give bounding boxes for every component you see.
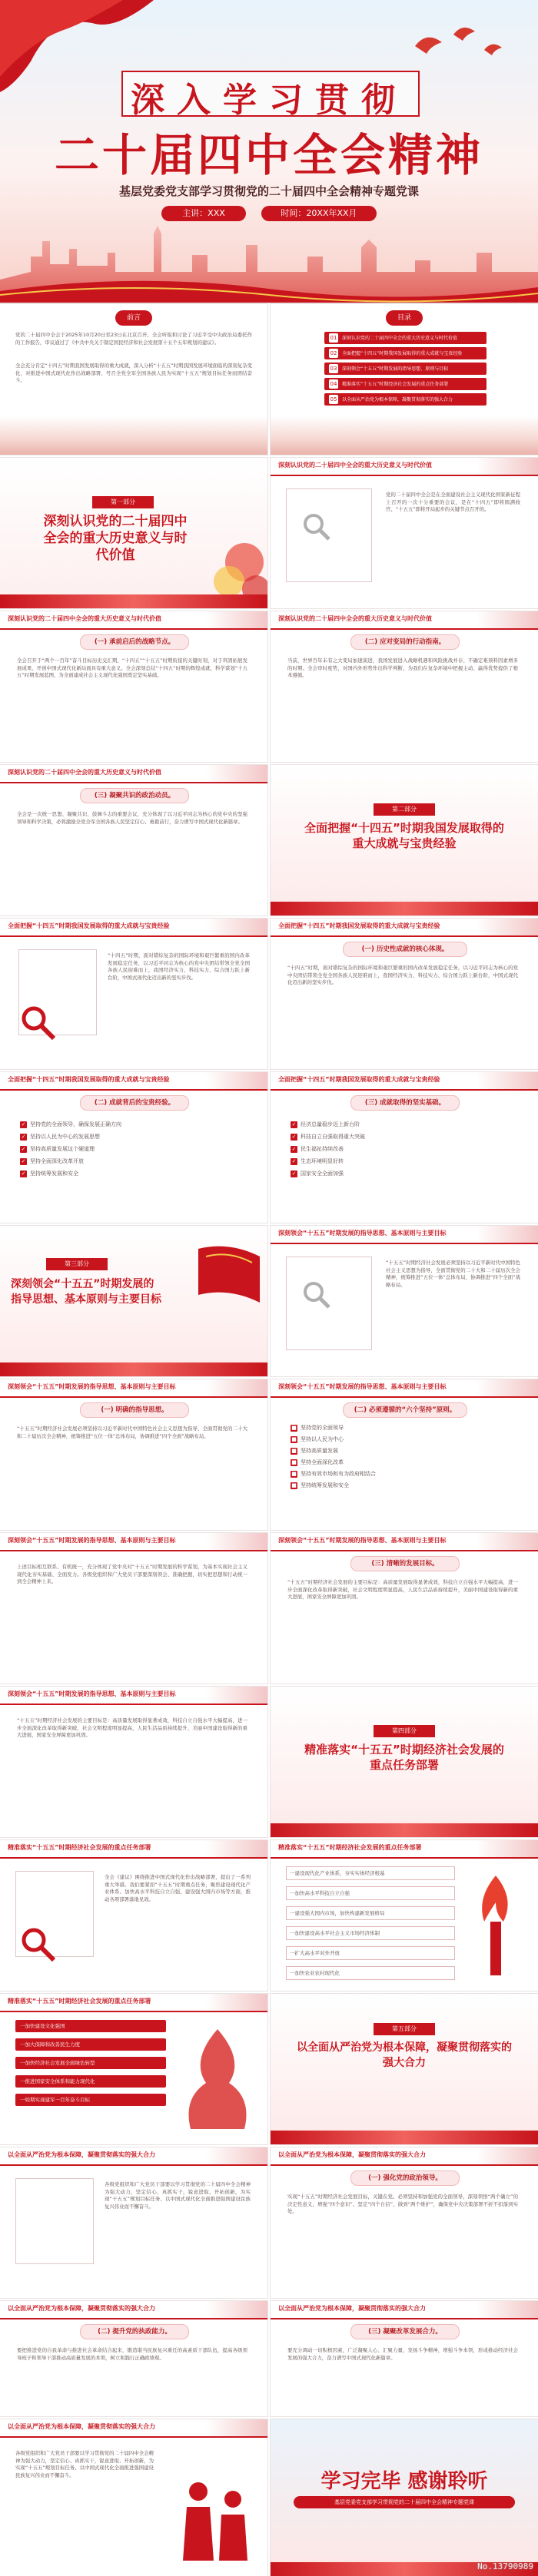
s1a-text: 全会召开于“两个一百年”奋斗目标历史交汇期，“十四五”“十五五”时期衔接的关键时刻，对于巩固拓展发展成果、开创中国式现代化新局面具有重大意义。全会深刻总结“十四五”时期的辉煌成就，科学谋划“十五五”时期发展蓝图，为全面建成社会主义现代化强国奠定坚实基础。 (17, 657, 247, 679)
s2c-list (291, 1118, 521, 1180)
part1-title: 深刻认识党的二十届四中全会的重大历史意义与时代价值 (43, 514, 188, 563)
list-item-text: 坚持以人民为中心的发展思想 (30, 1134, 100, 1140)
header-title: 以全面从严治党为根本保障，凝聚贯彻落实的强大合力 (8, 2305, 155, 2312)
list-item (291, 1480, 521, 1492)
header-title: 深刻领会“十五五”时期发展的指导思想、基本原则与主要目标 (278, 1383, 447, 1390)
magnifier-icon (18, 1003, 57, 1041)
s4b-list (286, 1866, 455, 1986)
check-icon: ■ (291, 1448, 297, 1454)
header-title: 深刻领会“十五五”时期发展的指导思想、基本原则与主要目标 (8, 1690, 176, 1697)
list-item (291, 1422, 521, 1434)
slide-header (0, 1840, 267, 1859)
list-item (291, 1457, 521, 1468)
part2-tag: 第二部分 (374, 803, 435, 816)
check-icon: ✓ (291, 1146, 297, 1152)
toc-item[interactable] (324, 347, 487, 359)
check-icon: ✓ (291, 1170, 297, 1177)
part5-slide (271, 1994, 538, 2144)
header-title: 全面把握“十四五”时期我国发展取得的重大成就与宝贵经验 (278, 922, 440, 929)
slide-header (271, 1226, 538, 1244)
check-icon: ✓ (21, 1158, 26, 1164)
final-text-slide (0, 2419, 267, 2576)
people-graphic (168, 2468, 260, 2568)
watermark: No.13790989 (477, 2561, 533, 2571)
list-item-text: 坚持党的全面领导 (301, 1425, 344, 1431)
part1-text: 党的二十届四中全会是在全面建设社会主义现代化国家新征程上召开的一次十分重要的会议，是在“十四五”即将圆满收官、“十五五”即将开局起步的关键节点召开的。 (386, 492, 520, 513)
check-icon: ✓ (291, 1134, 297, 1140)
list-item (291, 1131, 521, 1143)
section-pill: (二) 应对变局的行动指南。 (350, 634, 460, 650)
section-pill: (三) 清晰的发展目标。 (350, 1556, 460, 1571)
s4c-slide (0, 1994, 267, 2144)
list-item-text: 坚持全面深化改革开放 (30, 1158, 84, 1164)
toc-item-label: 深刻认识党的二十届四中全会的重大历史意义与时代价值 (342, 336, 458, 341)
s5b-slide (0, 2301, 267, 2416)
toc-item-number: 04 (330, 381, 337, 387)
list-item-text: 科技自立自强取得重大突破 (301, 1134, 365, 1140)
s4a-slide (0, 1840, 267, 1991)
list-item-text: 坚持有效市场和有为政府相结合 (301, 1471, 376, 1477)
part5-title: 以全面从严治党为根本保障，凝聚贯彻落实的强大合力 (297, 2041, 512, 2069)
doves-graphic (400, 15, 523, 77)
end-title: 学习完毕 感谢聆听 (320, 2470, 488, 2493)
section-pill: (一) 历史性成就的核心体现。 (343, 942, 467, 957)
s2c-slide (271, 1072, 538, 1223)
toc-item-number: 02 (330, 350, 337, 356)
s5d-text: 各级党组织和广大党员干部要以学习贯彻党的二十届四中全会精神为强大动力，坚定信心、真抓实干，锐意进取、开拓创新，为实现“十五五”规划目标任务、以中国式现代化全面推进强国建设民族复兴伟业而不懈奋斗。 (105, 2181, 251, 2210)
slide-header (271, 2147, 538, 2166)
task-item: 一加快建设高水平社会主义市场经济体制 (286, 1926, 455, 1940)
header-title: 深刻领会“十五五”时期发展的指导思想、基本原则与主要目标 (8, 1383, 176, 1390)
list-item-text: 民生福祉持续改善 (301, 1146, 344, 1152)
list-item (291, 1445, 521, 1457)
s4b-slide (271, 1840, 538, 1991)
check-icon: ■ (291, 1459, 297, 1465)
task-item-text: 一加大保障和改善民生力度 (20, 2041, 80, 2048)
toc-item-number: 01 (330, 335, 337, 341)
part3-ribbon (0, 1362, 267, 1376)
check-icon: ✓ (21, 1170, 26, 1177)
part4-slide (271, 1687, 538, 1837)
part1-tag: 第一部分 (92, 496, 154, 508)
cover-title: 二十届四中全会精神 (54, 129, 483, 181)
flag-graphic (183, 1241, 267, 1326)
s1c-text: 全会是一次统一思想、凝聚共识、鼓舞斗志的重要会议，充分体现了以习近平同志为核心的党中央的坚强领导和科学决策，必将激励全党全军全国各族人民坚定信心、勇毅前行，奋力谱写中国式现代化新篇章。 (17, 811, 247, 825)
header-title: 以全面从严治党为根本保障，凝聚贯彻落实的强大合力 (278, 2305, 426, 2312)
header-title: 以全面从严治党为根本保障，凝聚贯彻落实的强大合力 (278, 2151, 426, 2158)
header-title: 全面把握“十四五”时期我国发展取得的重大成就与宝贵经验 (8, 1076, 170, 1083)
header-title: 深刻认识党的二十届四中全会的重大历史意义与时代价值 (8, 615, 161, 622)
toc-item[interactable] (324, 393, 487, 406)
end-slide (271, 2419, 538, 2576)
time-badge: 时间：20XX年XX月 (261, 206, 377, 221)
s5c-text: 要充分调动一切积极因素，广泛凝聚人心、汇聚力量，发扬斗争精神，增强斗争本领，形成推动经济社会发展的强大合力，奋力谱写中国式现代化新篇章。 (287, 2347, 518, 2361)
section-pill: (三) 凝聚改革发展合力。 (350, 2324, 460, 2339)
intro-slide (0, 304, 267, 455)
task-item: 一加快农业农村现代化 (286, 1966, 455, 1980)
section-pill: (二) 提升党的执政能力。 (80, 2324, 189, 2339)
intro-paragraph-2: 全会充分肯定“十四五”时期我国发展取得的重大成就，深入分析“十五五”时期我国发展环境面临的深刻复杂变化，对推进中国式现代化作出战略部署，号召全党全军全国各族人民为实现“十五五”规划目标任务而团结奋斗。 (15, 363, 252, 384)
slide-header (271, 2301, 538, 2319)
s2b-list (20, 1118, 251, 1180)
task-item-text: 一推进国家安全体系和能力现代化 (20, 2078, 95, 2084)
list-item-text: 坚持统筹发展和安全 (301, 1482, 349, 1488)
slide-header (0, 765, 267, 783)
list-item (291, 1167, 521, 1180)
intro-badge: 前言 (115, 310, 152, 326)
toc-slide (271, 304, 538, 455)
slide-header (0, 2147, 267, 2166)
s1c-slide (0, 765, 267, 916)
list-item-text: 坚持党的全面领导，确保发展正确方向 (30, 1121, 121, 1127)
torch-graphic (461, 1868, 530, 1983)
slide-header (0, 2419, 267, 2438)
header-title: 深刻领会“十五五”时期发展的指导思想、基本原则与主要目标 (278, 1537, 447, 1544)
cover-slide (0, 0, 538, 303)
toc-item[interactable] (324, 378, 487, 390)
slide-header (271, 611, 538, 630)
task-item: 一建设现代化产业体系，夯实实体经济根基 (286, 1866, 455, 1880)
part2-title: 全面把握“十四五”时期我国发展取得的重大成就与宝贵经验 (304, 821, 504, 850)
s3b-list (291, 1422, 521, 1492)
toc-item[interactable] (324, 363, 487, 375)
slide-header (0, 1379, 267, 1398)
s3e-slide (0, 1687, 267, 1837)
task-item (15, 2020, 166, 2032)
great-wall-graphic (175, 2021, 260, 2137)
list-item (291, 1118, 521, 1131)
final-text: 各级党组织和广大党员干部要以学习贯彻党的二十届四中全会精神为强大动力，坚定信心、真抓实干，锐意进取、开拓创新，为实现“十五五”规划目标任务、以中国式现代化全面推进强国建设民族复兴伟业而不懈奋斗。 (15, 2450, 154, 2478)
toc-item-number: 05 (330, 396, 337, 402)
magnifier-icon (301, 1280, 332, 1310)
part5-ribbon (271, 2131, 538, 2144)
header-title: 精准落实“十五五”时期经济社会发展的重点任务部署 (8, 1844, 151, 1851)
part3-slide (0, 1226, 267, 1376)
task-item (15, 2057, 166, 2069)
s2a-text: “十四五”时期，面对错综复杂的国际环境和艰巨繁重的国内改革发展稳定任务，以习近平同志为核心的党中央团结带领全党全国各族人民迎难而上，我国经济实力、科技实力、综合国力跃上新台阶，中国式现代化迈出新的坚实步伐。 (287, 965, 518, 986)
check-icon: ✓ (291, 1158, 297, 1164)
s1b-slide (271, 611, 538, 762)
toc-item-number: 03 (330, 366, 337, 372)
s3e-text: “十五五”时期经济社会发展的主要目标是：高质量发展取得显著成效，科技自立自强水平大幅提高，进一步全面深化改革取得新突破，社会文明程度明显提高，人民生活品质持续提升，美丽中国建设取得新的重大进展，国家安全屏障更加巩固。 (17, 1717, 247, 1739)
s3b-slide (271, 1379, 538, 1530)
list-item (20, 1167, 251, 1180)
s5d-slide (0, 2147, 267, 2298)
header-title: 深刻领会“十五五”时期发展的指导思想、基本原则与主要目标 (278, 1230, 447, 1237)
section-pill: (三) 成就取得的坚实基础。 (350, 1095, 460, 1111)
task-item-text: 一加快经济社会发展全面绿色转型 (20, 2060, 95, 2066)
toc-item-label: 全面把握“十四五”时期我国发展取得的重大成就与宝贵经验 (342, 351, 463, 356)
s3-doc-text: “十五五”时期经济社会发展必须坚持以习近平新时代中国特色社会主义思想为指导，全面贯彻党的二十大和二十届历次全会精神，统筹推进“五位一体”总体布局，协调推进“四个全面”战略布局。 (386, 1260, 520, 1288)
header-title: 全面把握“十四五”时期我国发展取得的重大成就与宝贵经验 (278, 1076, 440, 1083)
cover-banner: 深入学习贯彻 (131, 81, 407, 120)
part1-text-slide (271, 458, 538, 608)
slide-header (0, 919, 267, 937)
s3a-text: “十五五”时期经济社会发展必须坚持以习近平新时代中国特色社会主义思想为指导，全面贯彻党的二十大和二十届历次全会精神，统筹推进“五位一体”总体布局，协调推进“四个全面”战略布局。 (17, 1425, 247, 1439)
section-pill: (二) 必须遵循的“六个坚持”原则。 (343, 1402, 467, 1418)
list-item-text: 坚持高质量发展 (301, 1448, 338, 1454)
s2a-slide (271, 919, 538, 1069)
list-item (291, 1468, 521, 1480)
header-title: 深刻认识党的二十届四中全会的重大历史意义与时代价值 (278, 615, 432, 622)
task-item-text: 一加快建设文化强国 (20, 2023, 65, 2029)
header-title: 以全面从严治党为根本保障，凝聚贯彻落实的强大合力 (8, 2423, 155, 2430)
toc-skyline (271, 416, 538, 455)
section-pill: (一) 明确的指导思想。 (80, 1402, 189, 1418)
toc-item[interactable] (324, 332, 487, 344)
part3-tag: 第三部分 (46, 1258, 108, 1270)
slide-header (0, 1072, 267, 1091)
section-pill: (一) 承前启后的战略节点。 (80, 634, 189, 650)
part3-title: 深刻领会“十五五”时期发展的指导思想、基本原则与主要目标 (11, 1278, 161, 1306)
part2-ribbon (271, 902, 538, 916)
s1a-slide (0, 611, 267, 762)
magnifier-icon (301, 512, 332, 542)
list-item (20, 1131, 251, 1143)
speaker-badge: 主讲：XXX (161, 206, 246, 221)
slide-header (271, 1533, 538, 1551)
end-subtitle: 基层党委党支部学习贯彻党的二十届四中全会精神专题党课 (294, 2496, 515, 2508)
s4a-text: 全会《建议》围绕推进中国式现代化作出战略部署，提出了一系列重大举措。我们要紧扣“十五五”时期重点任务，聚焦建设现代化产业体系、加快高水平科技自立自强、建设强大国内市场等方面，推动各项部署落地见效。 (105, 1874, 251, 1902)
list-item-text: 坚持全面深化改革 (301, 1459, 344, 1465)
part1-ribbon (0, 594, 267, 608)
list-item (291, 1155, 521, 1167)
list-item-text: 坚持统筹发展和安全 (30, 1170, 78, 1177)
toc-item-label: 深刻领会“十五五”时期发展的指导思想、原则与目标 (342, 366, 449, 372)
s5b-text: 要把推进党的自我革命与推进社会革命结合起来，锻造堪当民族复兴重任的高素质干部队伍，提高各级领导班子和领导干部推动高质量发展的本领，树立和践行正确政绩观。 (17, 2347, 247, 2361)
s2b-slide (0, 1072, 267, 1223)
slide-header (0, 2301, 267, 2319)
part4-tag: 第四部分 (374, 1725, 435, 1737)
slide-header (271, 919, 538, 937)
part4-title: 精准落实“十五五”时期经济社会发展的重点任务部署 (304, 1743, 504, 1772)
s3c-text: “十五五”时期经济社会发展的主要目标是：高质量发展取得显著成效，科技自立自强水平大幅提高，进一步全面深化改革取得新突破，社会文明程度明显提高，人民生活品质持续提升，美丽中国建设取得新的重大进展，国家安全屏障更加巩固。 (287, 1579, 518, 1601)
header-title: 深刻领会“十五五”时期发展的指导思想、基本原则与主要目标 (8, 1537, 176, 1544)
s5a-text: 实现“十五五”时期经济社会发展目标，关键在党。必须坚持和加强党的全面领导，深刻领悟“两个确立”的决定性意义，增强“四个意识”、坚定“四个自信”、做到“两个维护”，确保党中央决策部署不折不扣落到实处。 (287, 2194, 518, 2215)
part1-slide (0, 458, 267, 608)
task-item: 一加快高水平科技自立自强 (286, 1886, 455, 1900)
magnifier-icon (18, 1925, 57, 1963)
task-item-text: 一如期实现建军一百年奋斗目标 (20, 2097, 90, 2103)
header-title: 深刻认识党的二十届四中全会的重大历史意义与时代价值 (8, 769, 161, 776)
list-item (291, 1434, 521, 1445)
section-pill: (二) 成就背后的宝贵经验。 (80, 1095, 189, 1111)
part2-slide (271, 765, 538, 916)
slide-header (271, 1840, 538, 1859)
list-item (291, 1143, 521, 1155)
intro-skyline (0, 416, 267, 455)
toc-item-label: 精准落实“十五五”时期经济社会发展的重点任务部署 (342, 382, 449, 387)
check-icon: ✓ (21, 1134, 26, 1140)
header-title: 精准落实“十五五”时期经济社会发展的重点任务部署 (8, 1998, 151, 2005)
s1b-text: 当前，世界百年未有之大变局加速演进，我国发展进入战略机遇和风险挑战并存、不确定难预料因素增多的时期。全会审时度势，对国内外形势作出科学判断，为我们在复杂环境中把握主动、赢得优势提供了根本遵循。 (287, 657, 518, 679)
slide-header (0, 1687, 267, 1705)
task-item: 一建设强大国内市场，加快构建新发展格局 (286, 1906, 455, 1920)
s3a-slide (0, 1379, 267, 1530)
s3d-text: 上述目标相互联系、有机统一，充分体现了党中央对“十五五”时期发展的科学谋划，为基本实现社会主义现代化夯实基础、全面发力。各级党组织和广大党员干部要深刻领会、准确把握，切实把思想和行动统一到全会精神上来。 (17, 1564, 247, 1585)
list-item-text: 经济总量稳步迈上新台阶 (301, 1121, 360, 1127)
task-item (15, 2038, 166, 2051)
list-item (20, 1143, 251, 1155)
check-icon: ■ (291, 1436, 297, 1442)
header-title: 精准落实“十五五”时期经济社会发展的重点任务部署 (278, 1844, 422, 1851)
list-item (20, 1118, 251, 1131)
section-pill: (三) 凝聚共识的政治动员。 (80, 788, 189, 803)
s3-doc-slide (271, 1226, 538, 1376)
check-icon: ■ (291, 1425, 297, 1431)
s5a-slide (271, 2147, 538, 2298)
s4c-list (15, 2020, 169, 2112)
s3c-slide (271, 1533, 538, 1684)
section-pill: (一) 强化党的政治领导。 (350, 2170, 460, 2186)
slide-header (271, 458, 538, 476)
s5c-slide (271, 2301, 538, 2416)
toc-badge: 目录 (386, 310, 423, 326)
check-icon: ■ (291, 1482, 297, 1488)
list-item (20, 1155, 251, 1167)
slide-header (271, 1379, 538, 1398)
check-icon: ■ (291, 1471, 297, 1477)
list-item-text: 坚持高质量发展这个硬道理 (30, 1146, 95, 1152)
header-title: 深刻认识党的二十届四中全会的重大历史意义与时代价值 (278, 462, 432, 469)
s2a-left-text: “十四五”时期，面对错综复杂的国际环境和艰巨繁重的国内改革发展稳定任务，以习近平同志为核心的党中央团结带领全党全国各族人民迎难而上，我国经济实力、科技实力、综合国力跃上新台阶，中国式现代化迈出新的坚实步伐。 (108, 952, 250, 981)
part4-ribbon (271, 1823, 538, 1837)
slide-header (0, 1994, 267, 2012)
s3d-slide (0, 1533, 267, 1684)
check-icon: ✓ (291, 1121, 297, 1127)
list-item-text: 生态环境明显好转 (301, 1158, 344, 1164)
task-item (15, 2075, 166, 2088)
cover-subtitle: 基层党委党支部学习贯彻党的二十届四中全会精神专题党课 (118, 184, 419, 198)
task-item (15, 2094, 166, 2106)
slide-header (271, 1072, 538, 1091)
check-icon: ✓ (21, 1121, 26, 1127)
slide-header (0, 1533, 267, 1551)
header-title: 全面把握“十四五”时期我国发展取得的重大成就与宝贵经验 (8, 922, 170, 929)
intro-paragraph-1: 党的二十届四中全会于2025年10月20日至23日在北京召开。全会听取和讨论了习近平受中央政治局委托作的工作报告，审议通过了《中共中央关于制定国民经济和社会发展第十五个五年规划的建议》。 (15, 332, 252, 346)
toc-item-label: 以全面从严治党为根本保障，凝聚贯彻落实的强大合力 (342, 397, 453, 402)
city-skyline-graphic (0, 218, 538, 303)
task-item: 一扩大高水平对外开放 (286, 1946, 455, 1960)
slide-header (0, 611, 267, 630)
check-icon: ✓ (21, 1146, 26, 1152)
list-item-text: 坚持以人民为中心 (301, 1436, 344, 1442)
part5-tag: 第五部分 (374, 2023, 435, 2035)
document-frame (15, 2178, 94, 2264)
header-title: 以全面从严治党为根本保障，凝聚贯彻落实的强大合力 (8, 2151, 155, 2158)
list-item-text: 国家安全全面加强 (301, 1170, 344, 1177)
s2a-left-slide (0, 919, 267, 1069)
